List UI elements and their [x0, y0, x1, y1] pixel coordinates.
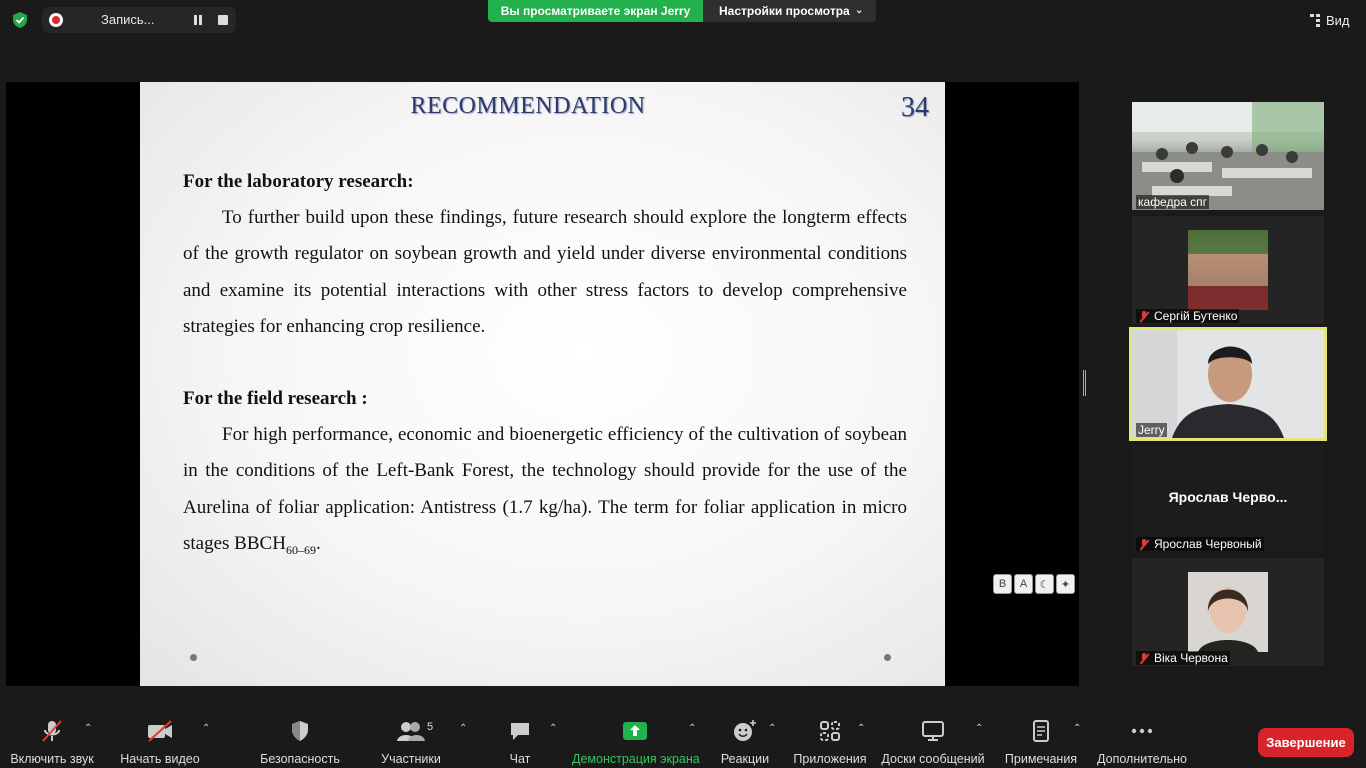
participant-name: [1136, 651, 1230, 665]
participant-tile[interactable]: [1132, 558, 1324, 666]
participant-avatar: [1188, 572, 1268, 652]
reactions-options-caret[interactable]: ⌃: [768, 723, 777, 734]
participants-icon: [396, 719, 426, 743]
participant-name: [1136, 537, 1264, 551]
apps-icon: [818, 719, 842, 743]
participant-name-text: Віка Червона: [1154, 651, 1228, 665]
slide-paragraph-field: [183, 417, 907, 568]
slide-heading-laboratory: For the laboratory research:: [183, 171, 414, 192]
participant-name-text: кафедра спг: [1138, 195, 1208, 209]
notes-label: Примечания: [1004, 752, 1078, 766]
jerry-video: [1132, 330, 1324, 438]
slide-dot-right: [884, 654, 891, 661]
participant-name: [1136, 423, 1167, 437]
chat-options-caret[interactable]: ⌃: [549, 723, 558, 734]
mic-muted-icon: [1138, 310, 1150, 322]
participant-name: [1136, 195, 1209, 209]
end-meeting-button[interactable]: Завершение: [1258, 728, 1354, 757]
start-video-label: Начать видео: [120, 752, 200, 766]
top-bar: [0, 0, 1366, 40]
participants-label: Участники: [381, 752, 441, 766]
reactions-button[interactable]: [718, 719, 772, 766]
smiley-plus-icon: [732, 719, 758, 743]
participant-tile[interactable]: [1132, 102, 1324, 210]
pause-recording-button[interactable]: [192, 14, 204, 26]
participant-name-text: Jerry: [1138, 423, 1165, 437]
security-shield-icon[interactable]: [11, 11, 29, 29]
field-text: For high performance, economic and bioenergetic efficiency of the cultivation of soybean in the conditions of the Left-Bank Forest, the technology should provide for the use of the Aurelina of foliar application: Antistress (1.7 kg/ha). The term for foliar application in micro stages BBCH: [183, 424, 907, 554]
participant-name: [1136, 309, 1239, 323]
more-label: Дополнительно: [1097, 752, 1187, 766]
classroom-video: [1132, 102, 1324, 210]
recording-indicator: [42, 7, 236, 33]
extension-a-icon[interactable]: A: [1014, 574, 1033, 594]
bbch-subscript: 60–69: [285, 542, 316, 557]
participants-options-caret[interactable]: ⌃: [459, 723, 468, 734]
participant-name-text: Сергій Бутенко: [1154, 309, 1238, 323]
participant-tile[interactable]: [1132, 444, 1324, 552]
extension-toolbar: [993, 574, 1075, 596]
start-video-button[interactable]: [120, 719, 200, 766]
participants-count: 5: [427, 721, 434, 733]
notes-icon: [1029, 719, 1053, 743]
presentation-slide: [140, 82, 945, 686]
participant-name-text: Ярослав Червоный: [1154, 537, 1262, 551]
dark-mode-icon[interactable]: ☾: [1035, 574, 1054, 594]
extension-b-icon[interactable]: B: [993, 574, 1012, 594]
extension-puzzle-icon[interactable]: ✦: [1056, 574, 1075, 594]
mic-muted-icon: [1138, 652, 1150, 664]
share-screen-label: Демонстрация экрана: [572, 752, 700, 766]
participant-tile-active-speaker[interactable]: [1132, 330, 1324, 438]
viewing-screen-banner: Вы просматриваете экран Jerry: [488, 0, 703, 22]
slide-paragraph-laboratory: To further build upon these findings, future research should explore the longterm effects of the growth regulator on soybean growth and yield under diverse environmental conditions and examine its potential interactions with other stress factors to develop comprehensive strategies for enhancing crop resilience.: [183, 207, 907, 337]
notes-button[interactable]: [1002, 719, 1080, 766]
security-button[interactable]: [260, 719, 340, 766]
stop-recording-button[interactable]: [218, 15, 228, 25]
more-dots-icon: [1129, 719, 1155, 743]
slide-dot-left: [190, 654, 197, 661]
slide-title: RECOMMENDATION: [410, 93, 646, 119]
slide-heading-field: For the field research :: [183, 388, 368, 409]
chevron-down-icon: ⌄: [855, 5, 864, 16]
grid-layout-icon: [1310, 14, 1321, 27]
view-layout-button[interactable]: [1310, 11, 1350, 29]
apps-label: Приложения: [793, 752, 867, 766]
shield-icon: [288, 719, 312, 743]
whiteboards-label: Доски сообщений: [881, 752, 985, 766]
whiteboards-button[interactable]: [880, 719, 986, 766]
security-label: Безопасность: [260, 752, 340, 766]
mic-muted-icon: [1138, 538, 1150, 550]
shared-screen: [6, 82, 1079, 686]
unmute-button[interactable]: [10, 719, 94, 766]
audio-options-caret[interactable]: ⌃: [84, 723, 93, 734]
video-options-caret[interactable]: ⌃: [202, 723, 211, 734]
participant-avatar: [1188, 230, 1268, 310]
share-screen-icon: [622, 719, 648, 743]
video-off-icon: [146, 719, 174, 743]
mic-muted-icon: [40, 719, 64, 743]
more-button[interactable]: [1096, 719, 1188, 766]
participant-tile[interactable]: [1132, 216, 1324, 324]
record-icon: [49, 13, 63, 27]
view-options-dropdown[interactable]: [703, 0, 876, 22]
notes-options-caret[interactable]: ⌃: [1073, 723, 1082, 734]
reactions-label: Реакции: [720, 752, 770, 766]
participant-display-name: Ярослав Черво...: [1168, 489, 1288, 505]
slide-number: 34: [901, 92, 929, 123]
chat-button[interactable]: [500, 719, 540, 766]
field-text-end: .: [315, 532, 321, 554]
apps-options-caret[interactable]: ⌃: [857, 723, 866, 734]
whiteboards-options-caret[interactable]: ⌃: [975, 723, 984, 734]
panel-resize-handle[interactable]: [1083, 370, 1086, 396]
view-button-label: Вид: [1326, 12, 1350, 28]
meeting-toolbar: [0, 707, 1366, 768]
recording-label: Запись...: [101, 12, 155, 27]
participants-button[interactable]: [378, 719, 444, 766]
whiteboard-icon: [921, 719, 945, 743]
share-screen-button[interactable]: [572, 719, 698, 766]
unmute-label: Включить звук: [10, 752, 94, 766]
chat-label: Чат: [509, 752, 531, 766]
share-options-caret[interactable]: ⌃: [688, 723, 697, 734]
chat-bubble-icon: [508, 719, 532, 743]
view-options-label: Настройки просмотра: [719, 4, 850, 18]
